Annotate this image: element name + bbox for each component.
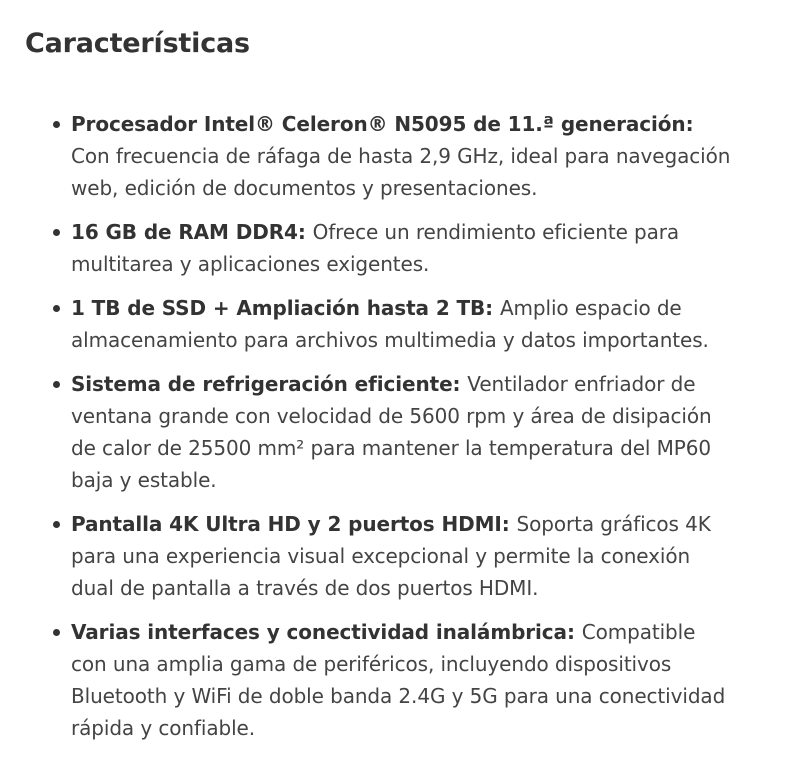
feature-heading: 1 TB de SSD + Ampliación hasta 2 TB:	[71, 296, 500, 320]
feature-heading: Sistema de refrigeración eficiente:	[71, 372, 468, 396]
list-item	[25, 616, 737, 744]
feature-heading: 16 GB de RAM DDR4:	[71, 220, 313, 244]
bullet-dot-icon	[53, 381, 60, 388]
list-item	[25, 108, 737, 204]
list-item	[25, 216, 737, 280]
section-title: Características	[25, 28, 250, 59]
feature-description: Con frecuencia de ráfaga de hasta 2,9 GHz, ideal para navegación web, edición de documentos y presentaciones.	[71, 144, 731, 200]
feature-heading: Pantalla 4K Ultra HD y 2 puertos HDMI:	[71, 512, 517, 536]
feature-description: Compatible con una amplia gama de periféricos, incluyendo dispositivos Bluetooth y WiFi de doble banda 2.4G y 5G para una conectividad rápida y confiable.	[71, 620, 726, 740]
feature-description: Ofrece un rendimiento eficiente para multitarea y aplicaciones exigentes.	[71, 220, 680, 276]
features-list	[25, 108, 737, 744]
feature-description: Ventilador enfriador de ventana grande con velocidad de 5600 rpm y área de disipación de calor de 25500 mm² para mantener la temperatura del MP60 baja y estable.	[71, 372, 712, 492]
bullet-dot-icon	[53, 521, 60, 528]
bullet-dot-icon	[53, 229, 60, 236]
list-item	[25, 508, 737, 604]
bullet-dot-icon	[53, 629, 60, 636]
bullet-dot-icon	[53, 121, 60, 128]
bullet-dot-icon	[53, 305, 60, 312]
feature-heading: Varias interfaces y conectividad inalámbrica:	[71, 620, 582, 644]
list-item	[25, 292, 737, 356]
feature-description: Amplio espacio de almacenamiento para archivos multimedia y datos importantes.	[71, 296, 709, 352]
list-item	[25, 368, 737, 496]
feature-description: Soporta gráficos 4K para una experiencia visual excepcional y permite la conexión dual de pantalla a través de dos puertos HDMI.	[71, 512, 711, 600]
feature-heading: Procesador Intel® Celeron® N5095 de 11.ª generación:	[71, 112, 694, 136]
